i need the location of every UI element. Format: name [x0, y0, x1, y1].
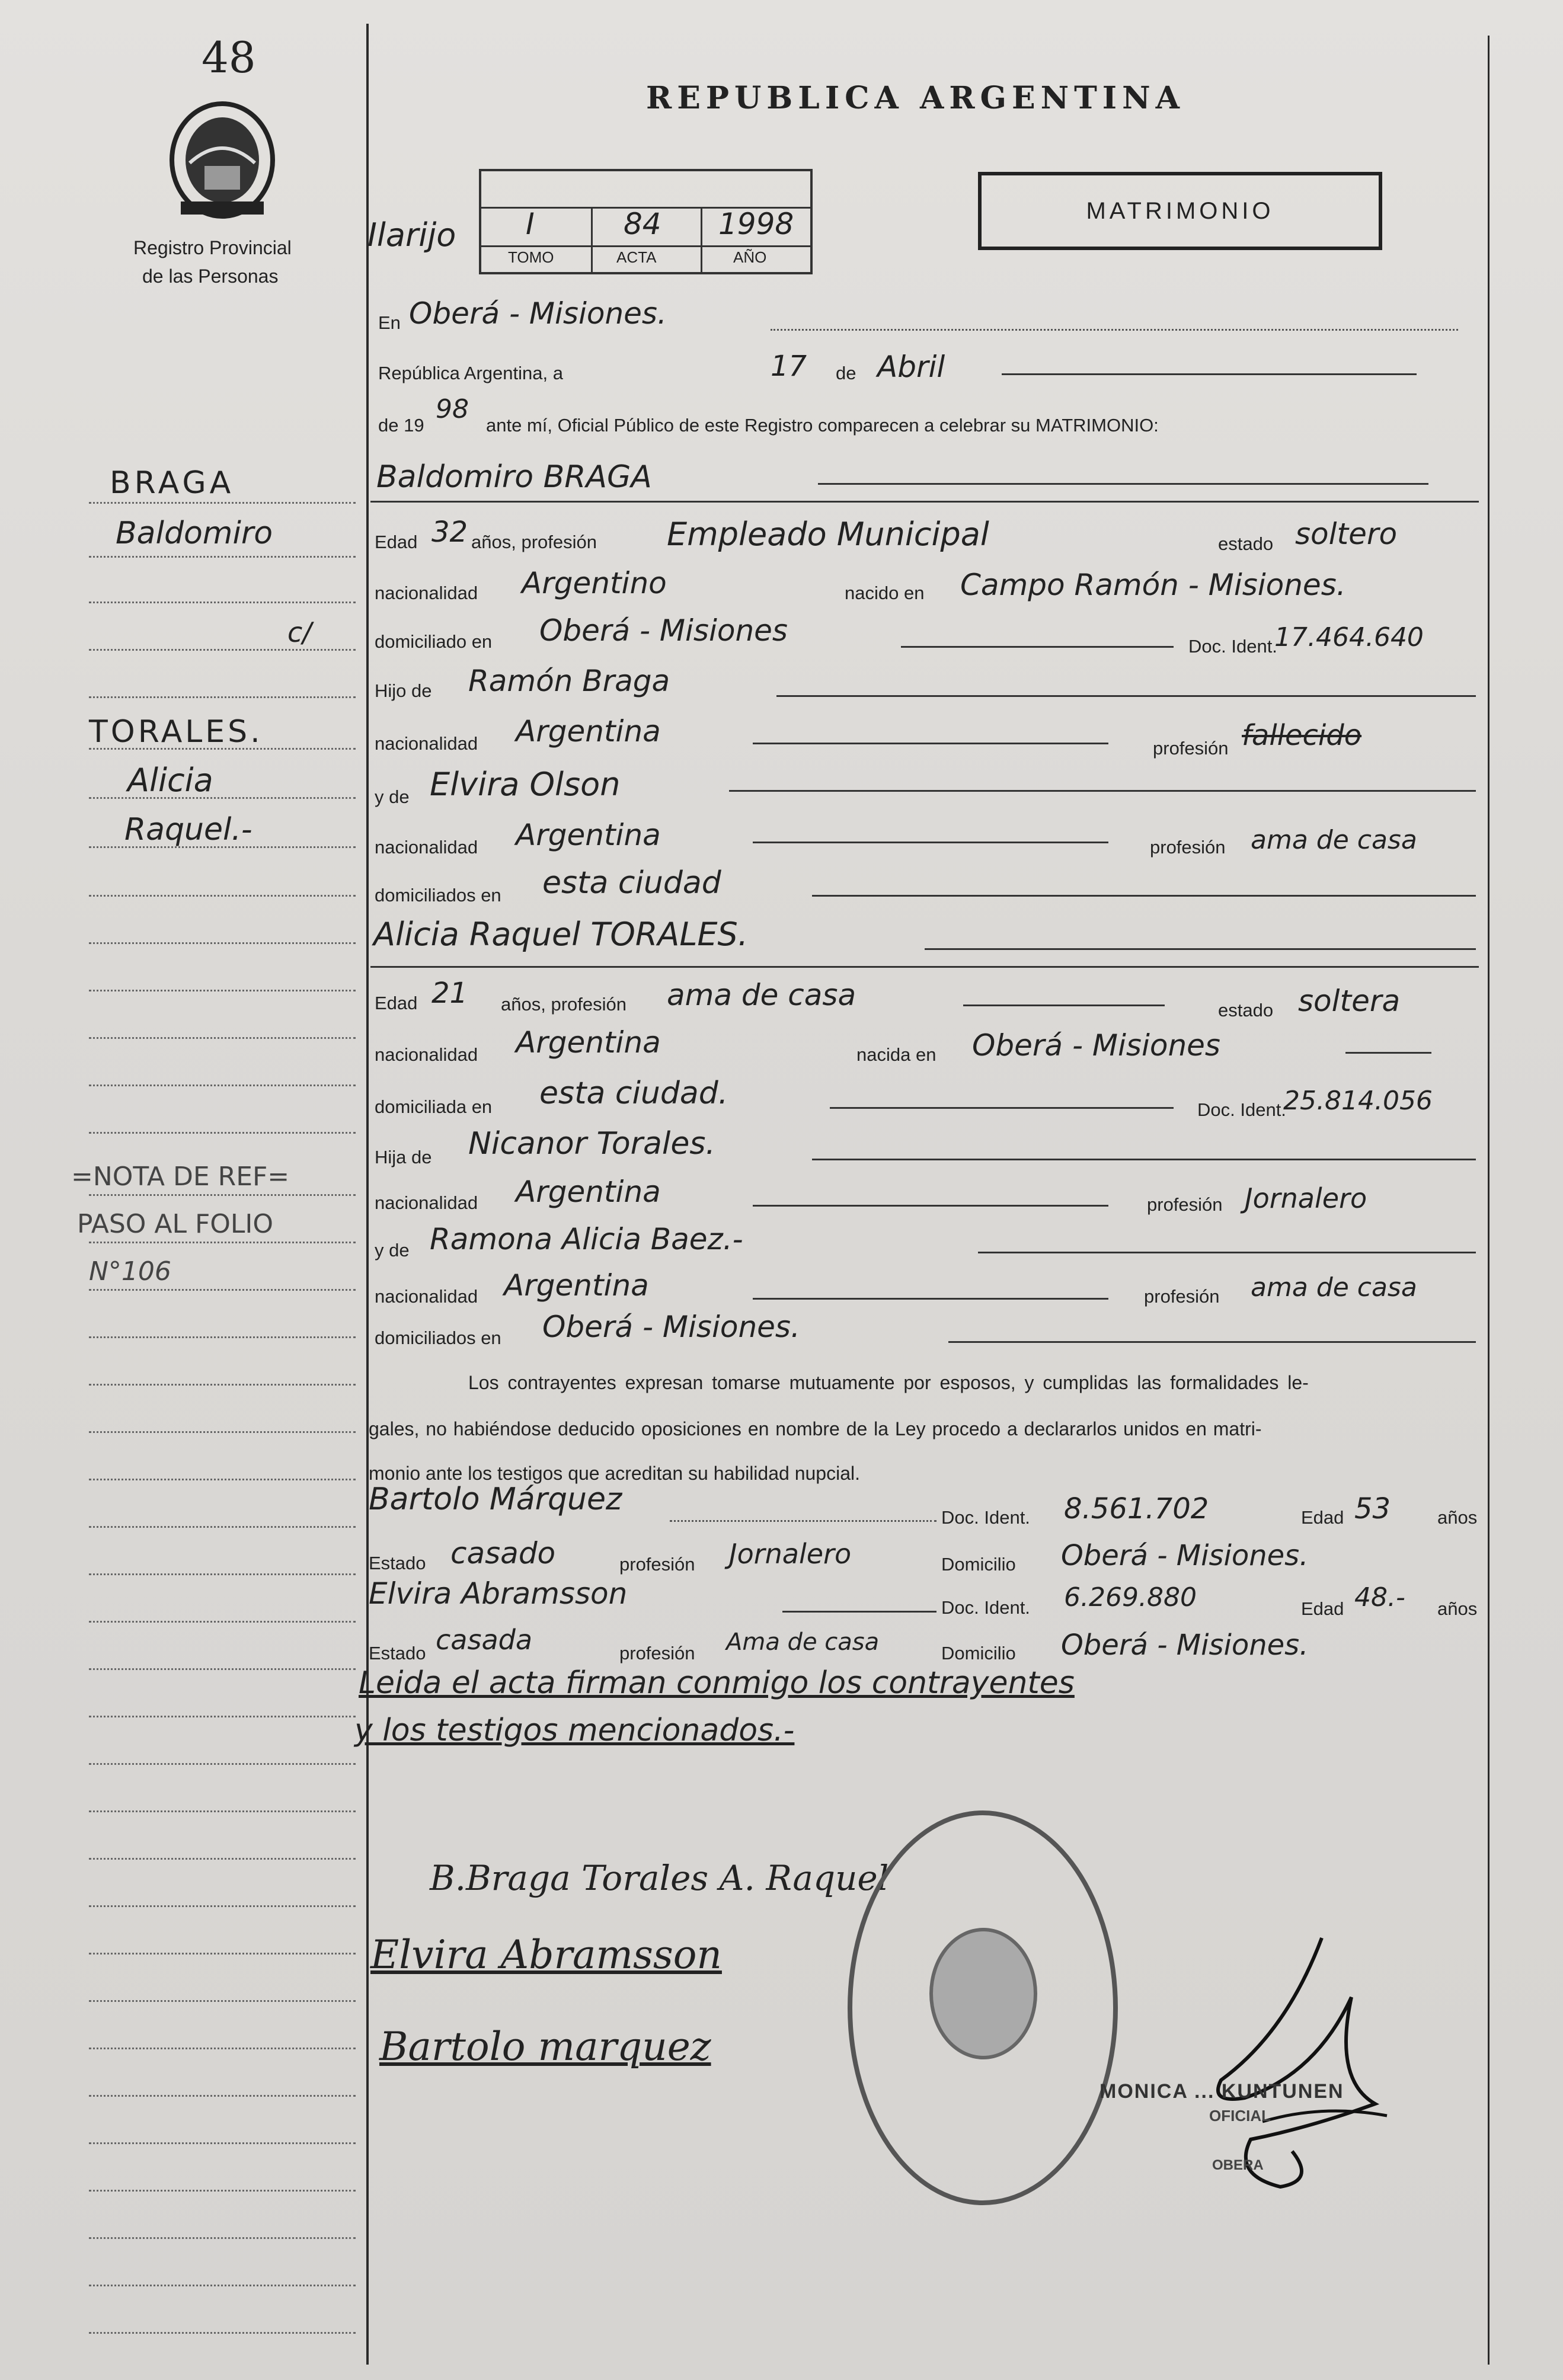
groom-anos-prof-label: años, profesión [471, 532, 597, 552]
groom-father: Ramón Braga [468, 664, 670, 698]
margin-name2b: Raquel.- [124, 812, 252, 847]
bride-father-nac-label: nacionalidad [375, 1192, 478, 1213]
witness1-estado-label: Estado [369, 1553, 426, 1573]
bride-mother-prof: ama de casa [1251, 1272, 1417, 1303]
witness2-dom: Oberá - Misiones. [1061, 1629, 1309, 1662]
bride-doc-label: Doc. Ident. [1197, 1099, 1286, 1120]
coat-of-arms-icon [163, 98, 282, 222]
bride-profesion: ama de casa [667, 978, 856, 1012]
official-name: MONICA ... KUNTUNEN [1099, 2080, 1344, 2103]
bride-father-nac: Argentina [516, 1175, 661, 1209]
bride-name: Alicia Raquel TORALES. [373, 916, 748, 953]
witness2-anos-label: años [1437, 1598, 1478, 1619]
margin-name2a: Alicia [127, 762, 213, 799]
ano-label: AÑO [733, 248, 767, 266]
republica-label: República Argentina, a [378, 363, 563, 383]
groom-mother-nac-label: nacionalidad [375, 837, 478, 858]
margin-surname2: TORALES. [89, 714, 263, 750]
groom-estado-label: estado [1218, 533, 1274, 554]
groom-yde-label: y de [375, 786, 410, 807]
signature-witness1: Bartolo marquez [379, 2024, 711, 2069]
groom-father-prof: fallecido [1242, 719, 1362, 752]
witness1-estado: casado [450, 1536, 556, 1570]
groom-father-nac-label: nacionalidad [375, 733, 478, 754]
margin-divider [366, 24, 369, 2365]
witness1-dom: Oberá - Misiones. [1061, 1539, 1309, 1572]
bride-father-prof-label: profesión [1147, 1194, 1223, 1215]
official-seal-stamp [848, 1810, 1118, 2205]
official-title: OFICIAL [1209, 2107, 1271, 2125]
groom-doms-label: domiciliados en [375, 885, 501, 906]
groom-estado: soltero [1295, 517, 1398, 551]
margin-conj: c/ [287, 616, 312, 648]
margin-note2: PASO AL FOLIO [77, 1209, 274, 1239]
acta-value: 84 [624, 207, 661, 241]
signature-contrayentes: B.Braga Torales A. Raquel [430, 1858, 889, 1898]
signature-witness2: Elvira Abramsson [370, 1932, 722, 1978]
witness2-prof: Ama de casa [726, 1629, 880, 1656]
bride-nacida: Oberá - Misiones [972, 1028, 1220, 1063]
groom-mother-prof: ama de casa [1251, 825, 1417, 855]
act-type-label: MATRIMONIO [1086, 198, 1274, 224]
groom-name: Baldomiro BRAGA [376, 459, 652, 495]
right-border [1488, 36, 1490, 2365]
place-handwritten: Ilarijo [367, 216, 456, 254]
bride-dom-label: domiciliada en [375, 1096, 493, 1117]
witness1-edad: 53 [1354, 1492, 1391, 1525]
bride-mother: Ramona Alicia Baez.- [430, 1222, 743, 1256]
margin-surname1: BRAGA [110, 465, 235, 501]
bride-hija-label: Hija de [375, 1147, 432, 1167]
groom-father-prof-label: profesión [1153, 738, 1229, 759]
bride-anos-prof-label: años, profesión [501, 994, 627, 1015]
groom-nac-label: nacionalidad [375, 583, 478, 603]
groom-nacionalidad: Argentino [522, 566, 667, 600]
bride-nacida-label: nacida en [856, 1044, 936, 1065]
witness2-name: Elvira Abramsson [369, 1576, 628, 1611]
bride-father: Nicanor Torales. [468, 1126, 715, 1162]
act-type-box [978, 172, 1382, 250]
groom-edad: 32 [431, 516, 468, 549]
groom-parents-dom: esta ciudad [542, 865, 721, 901]
witness2-dom-label: Domicilio [941, 1643, 1016, 1664]
groom-profesion: Empleado Municipal [667, 516, 989, 553]
witness1-prof: Jornalero [729, 1538, 852, 1570]
ano-value: 1998 [718, 207, 794, 241]
witness1-anos-label: años [1437, 1507, 1478, 1528]
body-line3: monio ante los testigos que acreditan su habilidad nupcial. [369, 1463, 860, 1484]
witness2-estado-label: Estado [369, 1643, 426, 1664]
bride-yde-label: y de [375, 1240, 410, 1261]
year-suffix: 98 [436, 394, 469, 424]
registry-line2: de las Personas [142, 265, 279, 287]
country-title: REPUBLICA ARGENTINA [646, 80, 1185, 116]
de-label: de [836, 363, 856, 383]
bride-edad-label: Edad [375, 993, 418, 1013]
bride-parents-dom: Oberá - Misiones. [542, 1310, 800, 1344]
page-number: 48 [202, 33, 256, 82]
tomo-label: TOMO [508, 248, 554, 266]
bride-estado: soltera [1298, 984, 1401, 1018]
groom-father-nac: Argentina [516, 714, 661, 748]
groom-nacido: Campo Ramón - Misiones. [960, 568, 1346, 602]
bride-nac-label: nacionalidad [375, 1044, 478, 1065]
bride-father-prof: Jornalero [1245, 1182, 1367, 1214]
closing-line2: y los testigos mencionados.- [354, 1713, 795, 1748]
margin-note3: N°106 [89, 1256, 171, 1287]
witness1-edad-label: Edad [1301, 1507, 1344, 1528]
bride-mother-nac-label: nacionalidad [375, 1286, 478, 1307]
bride-edad: 21 [431, 977, 468, 1010]
witness1-dom-label: Domicilio [941, 1554, 1016, 1575]
groom-nacido-label: nacido en [845, 583, 925, 603]
bride-doms-label: domiciliados en [375, 1327, 501, 1348]
registry-number-box [479, 169, 813, 274]
groom-dom-label: domiciliado en [375, 631, 493, 652]
witness2-doc-label: Doc. Ident. [941, 1597, 1030, 1618]
tomo-value: I [526, 207, 535, 241]
ante-text: ante mí, Oficial Público de este Registro comparecen a celebrar su MATRIMONIO: [486, 415, 1159, 436]
bride-nacionalidad: Argentina [516, 1025, 661, 1060]
bride-mother-nac: Argentina [504, 1268, 649, 1303]
witness2-doc: 6.269.880 [1064, 1582, 1197, 1613]
bride-doc: 25.814.056 [1283, 1086, 1433, 1116]
intro-month: Abril [877, 350, 945, 384]
groom-mother-prof-label: profesión [1150, 837, 1226, 858]
groom-edad-label: Edad [375, 532, 418, 552]
witness1-doc: 8.561.702 [1064, 1492, 1209, 1525]
margin-note1: =NOTA DE REF= [71, 1162, 290, 1192]
witness2-edad-label: Edad [1301, 1598, 1344, 1619]
groom-hijo-label: Hijo de [375, 680, 432, 701]
official-place: OBERA [1212, 2157, 1264, 2173]
witness1-prof-label: profesión [619, 1554, 695, 1575]
witness1-name: Bartolo Márquez [369, 1482, 622, 1517]
body-line1: Los contrayentes expresan tomarse mutuamente por esposos, y cumplidas las formalidades le- [468, 1372, 1309, 1393]
intro-day: 17 [771, 350, 807, 383]
groom-mother-nac: Argentina [516, 818, 661, 852]
year-prefix: de 19 [378, 415, 424, 436]
closing-line1: Leida el acta firman conmigo los contrayentes [359, 1665, 1075, 1701]
groom-domicilio: Oberá - Misiones [539, 613, 788, 648]
acta-label: ACTA [616, 248, 657, 266]
margin-name1: Baldomiro [116, 516, 273, 551]
bride-mother-prof-label: profesión [1144, 1286, 1220, 1307]
bride-domicilio: esta ciudad. [539, 1076, 728, 1111]
groom-doc-label: Doc. Ident. [1188, 636, 1277, 657]
body-line2: gales, no habiéndose deducido oposiciones en nombre de la Ley procedo a declararlos unidos en matri- [369, 1418, 1262, 1439]
groom-doc: 17.464.640 [1274, 622, 1424, 652]
witness2-estado: casada [436, 1624, 533, 1656]
witness1-doc-label: Doc. Ident. [941, 1507, 1030, 1528]
groom-mother: Elvira Olson [430, 766, 621, 803]
witness2-edad: 48.- [1354, 1582, 1405, 1613]
intro-place: Oberá - Misiones. [409, 296, 667, 331]
bride-estado-label: estado [1218, 1000, 1274, 1021]
registry-line1: Registro Provincial [133, 237, 292, 258]
en-label: En [378, 312, 401, 333]
witness2-prof-label: profesión [619, 1643, 695, 1664]
